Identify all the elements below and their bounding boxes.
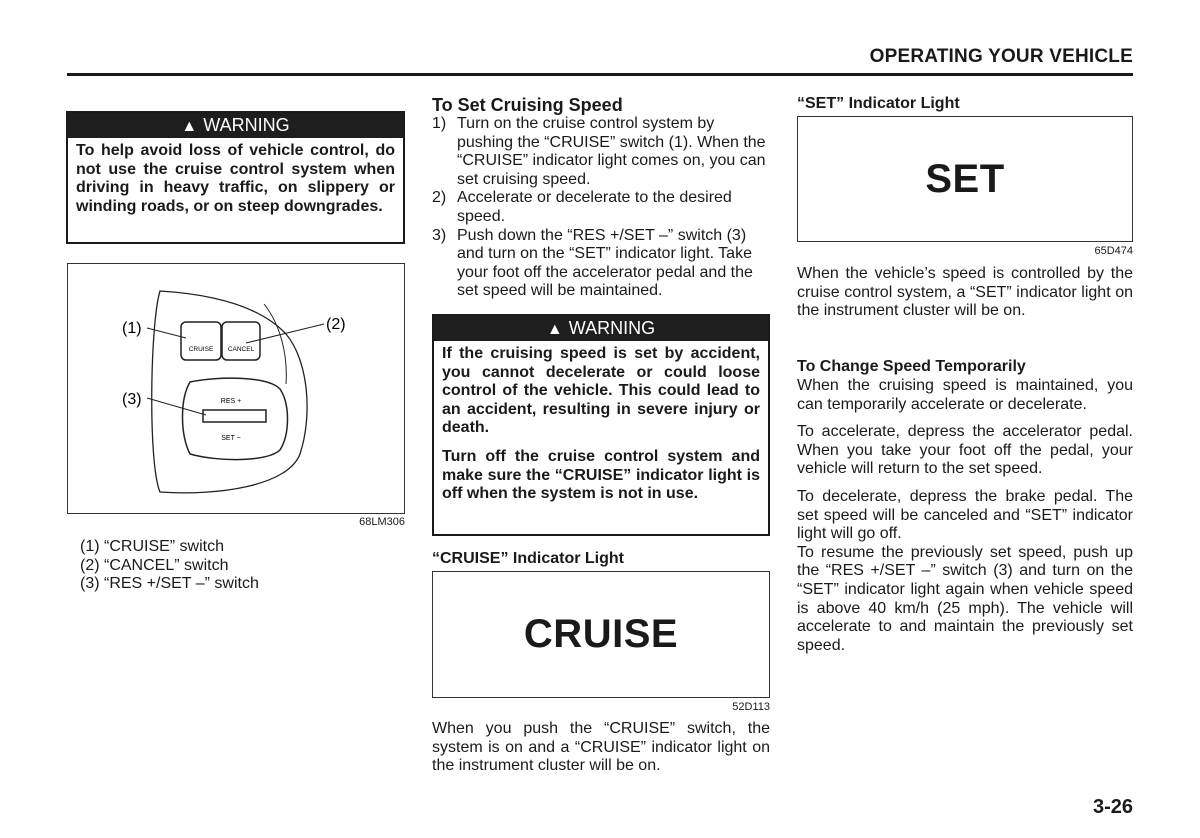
warning-triangle-icon: ▲ <box>546 321 563 338</box>
set-indicator-description <box>797 265 1133 321</box>
steering-switch-figure <box>67 263 405 514</box>
set-indicator-figure <box>797 116 1133 242</box>
cruise-button-label: CRUISE <box>188 346 214 353</box>
header-rule <box>67 73 1133 76</box>
step-text: Turn on the cruise control system by pushing the “CRUISE” switch (1). When the “CRUISE” indicator light comes on, you can set cruising speed. <box>457 115 766 188</box>
paragraph: To decelerate, depress the brake pedal. The set speed will be canceled and “SET” indicator light will go off. <box>797 487 1133 543</box>
cruise-button-shape <box>181 322 221 360</box>
cruise-indicator-heading: “CRUISE” Indicator Light <box>432 550 624 567</box>
callout-3: (3) <box>122 391 142 408</box>
cancel-button-label: CANCEL <box>227 346 255 353</box>
paragraph: When the cruising speed is maintained, you can temporarily accelerate or decelerate. <box>797 377 1133 413</box>
change-speed-heading: To Change Speed Temporarily <box>797 358 1026 375</box>
callout-2: (2) <box>326 316 346 333</box>
warning-box-vehicle-control <box>66 111 405 244</box>
step-item <box>432 189 770 226</box>
figure-id-52D113: 52D113 <box>732 701 770 713</box>
warning-paragraph-1: If the cruising speed is set by accident, you cannot decelerate or could loose control of the vehicle. This could lead to an accident, resulting in severe injury or death. <box>442 345 760 437</box>
step-text: Accelerate or decelerate to the desired speed. <box>457 189 732 225</box>
set-indicator-heading: “SET” Indicator Light <box>797 95 960 112</box>
paragraph: To resume the previously set speed, push up the “RES +/SET –” switch (3) and turn on the “SET” indicator light again when vehicle speed is above 40 km/h (25 mph). The vehicle will accelerate to and maintain the previously set speed. <box>797 543 1133 654</box>
legend-item-cruise: (1) “CRUISE” switch <box>80 538 225 555</box>
step-number: 2) <box>432 189 447 207</box>
figure-id-68LM306: 68LM306 <box>359 516 405 528</box>
res-label: RES + <box>220 398 242 405</box>
warning-text <box>434 341 768 510</box>
paragraph: When you push the “CRUISE” switch, the system is on and a “CRUISE” indicator light on the instrument cluster will be on. <box>432 720 770 775</box>
set-indicator-display: SET <box>925 156 1005 201</box>
step-item <box>432 227 770 301</box>
step-number: 1) <box>432 115 447 132</box>
set-cruising-steps <box>432 115 770 301</box>
warning-text <box>68 138 403 222</box>
step-number: 3) <box>432 226 447 244</box>
callout-1: (1) <box>122 320 142 337</box>
warning-header <box>434 316 768 341</box>
legend-item-res-set: (3) “RES +/SET –” switch <box>80 575 259 593</box>
paragraph: When the vehicle’s speed is controlled by the cruise control system, a “SET” indicator light on the instrument cluster will be on. <box>797 265 1133 320</box>
cruise-indicator-display: CRUISE <box>523 612 679 656</box>
warning-box-cruising-speed <box>432 314 770 536</box>
warning-header <box>68 113 403 138</box>
paragraph: To accelerate, depress the accelerator pedal. When you take your foot off the pedal, your vehicle will return to the set speed. <box>797 423 1133 478</box>
change-speed-text <box>797 377 1133 655</box>
set-cruising-heading: To Set Cruising Speed <box>432 95 623 115</box>
page-number: 3-26 <box>1092 796 1133 818</box>
figure-id-65D474: 65D474 <box>1094 245 1133 257</box>
res-set-switch-shape <box>183 378 288 459</box>
steering-switch-illustration <box>68 264 404 513</box>
cruise-indicator-description <box>432 720 770 776</box>
warning-paragraph-2: Turn off the cruise control system and make sure the “CRUISE” indicator light is off when the system is not in use. <box>442 447 760 503</box>
step-text: Push down the “RES +/SET –” switch (3) and turn on the “SET” indicator light. Take your foot off the accelerator pedal and the set speed will be maintained. <box>457 226 753 300</box>
warning-label: WARNING <box>203 115 290 135</box>
warning-triangle-icon: ▲ <box>181 118 198 135</box>
page-header-title: OPERATING YOUR VEHICLE <box>869 46 1133 67</box>
figure-legend <box>80 538 400 594</box>
cruise-indicator-figure <box>432 571 770 698</box>
warning-paragraph: To help avoid loss of vehicle control, do not use the cruise control system when driving in heavy traffic, on slippery or winding roads, or on steep downgrades. <box>76 142 395 215</box>
legend-item-cancel: (2) “CANCEL” switch <box>80 556 229 574</box>
step-item <box>432 115 770 189</box>
warning-label: WARNING <box>568 318 656 338</box>
set-label: SET − <box>221 435 241 442</box>
